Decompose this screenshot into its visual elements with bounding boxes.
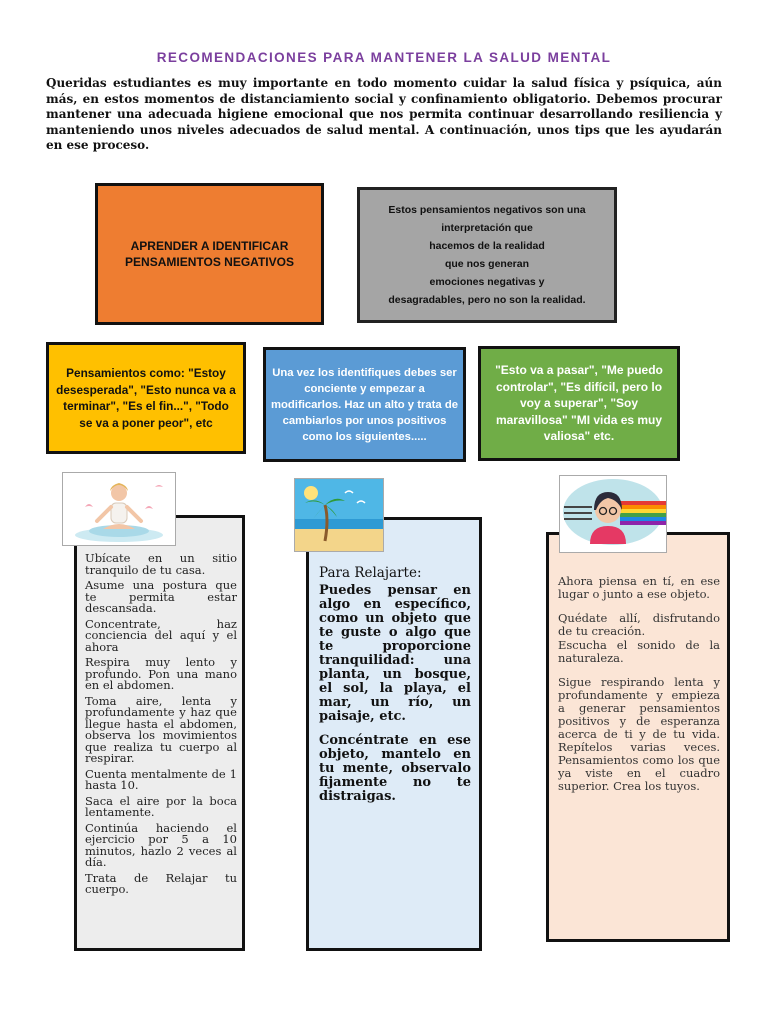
breathing-step: Concentrate, haz conciencia del aquí y el ahora — [85, 616, 237, 654]
visualization-paragraph: Ahora piensa en tí, en ese lugar o junto a ese objeto. — [558, 574, 720, 601]
breathing-step: Saca el aire por la boca lentamente. — [85, 793, 237, 819]
breathing-exercise-column — [74, 515, 245, 951]
meditation-woman-icon — [62, 472, 176, 546]
positive-thoughts-examples-text: "Esto va a pasar", "Me puedo controlar", "Es difícil, pero lo voy a superar", "Soy maravillosa" "MI vida es muy valiosa" etc. — [495, 363, 663, 444]
relaxation-paragraph: Puedes pensar en algo en específico, como un objeto que te guste o algo que te proporcione tranquilidad: una planta, un bosque, el sol, la playa, el mar, un río, un paisaje, etc. — [319, 583, 471, 724]
visualization-text — [558, 575, 720, 804]
relaxation-heading: Para Relajarte: — [319, 565, 422, 581]
positive-thoughts-examples-box — [478, 346, 680, 461]
breathing-step: Ubícate en un sitio tranquilo de tu casa. — [85, 551, 237, 577]
visualization-paragraph: Quédate allí, disfrutando de tu creación. — [558, 611, 720, 638]
breathing-step: Trata de Relajar tu cuerpo. — [85, 870, 237, 896]
identify-negative-thoughts-text: APRENDER A IDENTIFICAR PENSAMIENTOS NEGATIVOS — [125, 239, 294, 269]
identify-negative-thoughts-box — [95, 183, 324, 325]
modify-thoughts-text: Una vez los identifiques debes ser conciente y empezar a modificarlos. Haz un alto y trata de cambiarlos por unos positivos como los siguientes..... — [270, 366, 459, 443]
page-title: RECOMENDACIONES PARA MANTENER LA SALUD MENTAL — [156, 50, 612, 65]
relaxation-text — [319, 566, 471, 814]
breathing-step: Toma aire, lenta y profundamente y haz que llegue hasta el abdomen, observa los movimientos que realiza tu cuerpo al respirar. — [85, 693, 237, 765]
relaxation-column — [306, 517, 482, 951]
breathing-step: Asume una postura que te permita estar descansada. — [85, 578, 237, 615]
negative-thoughts-definition-text: Estos pensamientos negativos son una interpretación que hacemos de la realidad que nos generan emociones negativas y desagradables, pero no son la realidad. — [388, 204, 586, 306]
visualization-paragraph: Escucha el sonido de la naturaleza. — [558, 638, 720, 665]
breathing-step: Respira muy lento y profundo. Pon una mano en el abdomen. — [85, 655, 237, 692]
negative-thoughts-examples-text: Pensamientos como: "Estoy desesperada", "Esto nunca va a terminar", "Es el fin...", "Todo se va a poner peor", etc — [56, 366, 236, 430]
negative-thoughts-definition-box — [357, 187, 617, 323]
breathing-steps — [85, 553, 237, 900]
woman-thinking-rainbow-icon — [559, 475, 667, 553]
visualization-paragraph: Sigue respirando lenta y profundamente y empieza a generar pensamientos positivos y de esperanza acerca de ti y de tu vida. Repítelos varias veces. Pensamientos como los que ya viste en el cuadro superior. Crea los tuyos. — [558, 675, 720, 793]
modify-thoughts-box — [263, 347, 466, 462]
relaxation-paragraph: Concéntrate en ese objeto, mantelo en tu mente, observalo fijamente no te distraigas. — [319, 733, 471, 804]
intro-paragraph: Queridas estudiantes es muy importante en todo momento cuidar la salud física y psíquica, aún más, en estos momentos de distanciamiento social y confinamiento obligatorio. Debemos procurar mantener una adecuada higiene emocional que nos permita continuar desarrollando resiliencia y manteniendo unos niveles adecuados de salud mental. A continuación, unos tips que les ayudarán en ese proceso. — [46, 76, 722, 152]
beach-palm-icon — [294, 478, 384, 552]
breathing-step: Continúa haciendo el ejercicio por 5 a 10 minutos, hazlo 2 veces al día. — [85, 820, 237, 869]
negative-thoughts-examples-box — [46, 342, 246, 454]
breathing-step: Cuenta mentalmente de 1 hasta 10. — [85, 766, 237, 792]
visualization-column — [546, 532, 730, 942]
